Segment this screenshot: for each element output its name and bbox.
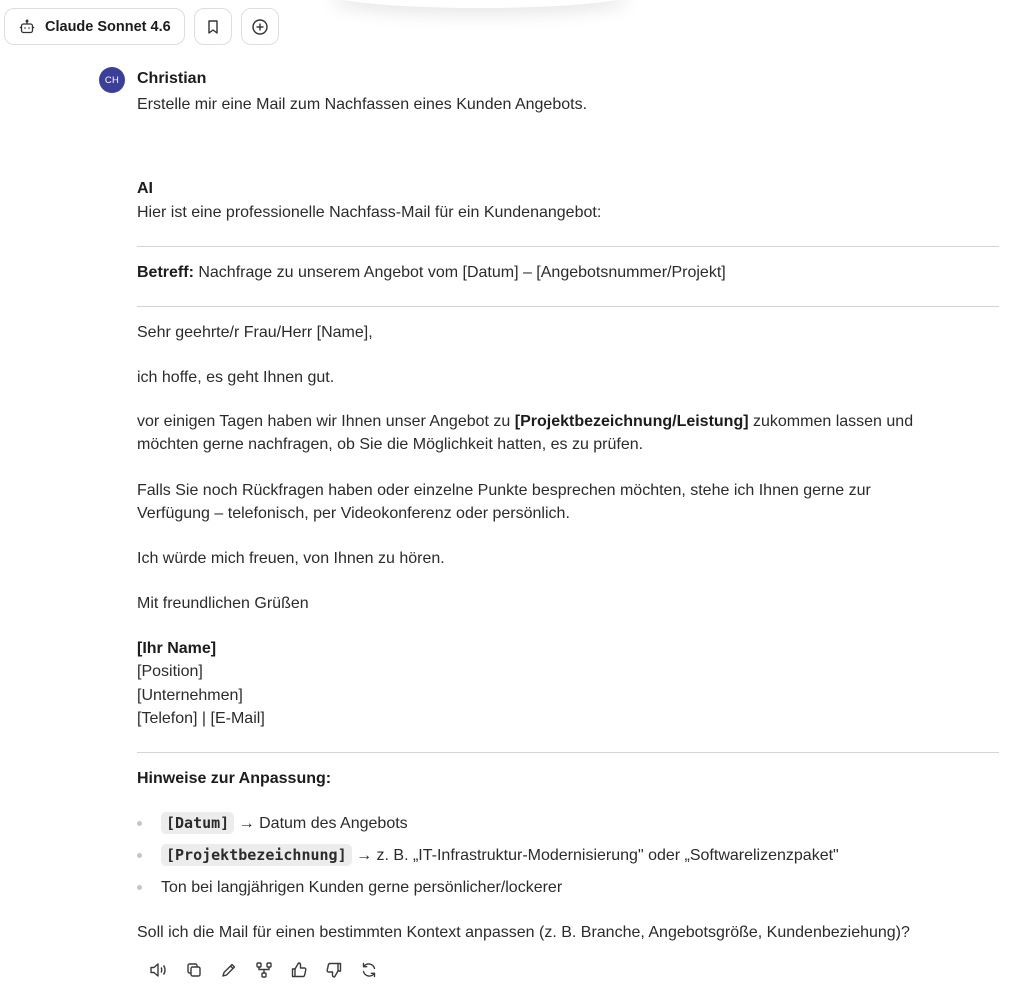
signature-company: [Unternehmen] — [137, 687, 243, 704]
divider — [137, 306, 999, 307]
user-name: Christian — [137, 70, 207, 87]
edit-icon — [220, 961, 238, 979]
subject-label: Betreff: — [137, 264, 194, 281]
bullet — [137, 885, 142, 890]
mail-paragraph-3-line-1: Falls Sie noch Rückfragen haben oder einzelne Punkte besprechen möchten, stehe ich Ihnen gerne zur — [137, 482, 871, 499]
list-item-text: → z. B. „IT-Infrastruktur-Modernisierung" oder „Softwarelizenzpaket" — [356, 847, 839, 864]
bookmark-button[interactable] — [194, 8, 232, 45]
mail-paragraph-3-line-2: Verfügung – telefonisch, per Videokonferenz oder persönlich. — [137, 505, 570, 522]
new-chat-button[interactable] — [241, 8, 279, 45]
divider — [137, 752, 999, 753]
edit-button[interactable] — [211, 958, 246, 982]
list-item: Ton bei langjährigen Kunden gerne persönlicher/lockerer — [161, 879, 563, 896]
mail-paragraph-4: Ich würde mich freuen, von Ihnen zu hören. — [137, 550, 445, 567]
thumbs-down-button[interactable] — [316, 958, 351, 982]
signature-name: [Ihr Name] — [137, 640, 217, 657]
list-item — [161, 812, 408, 835]
list-item — [161, 844, 839, 867]
robot-icon — [19, 19, 35, 35]
read-aloud-button[interactable] — [141, 958, 176, 982]
plus-circle-icon — [251, 18, 269, 36]
thumbs-up-icon — [290, 961, 308, 979]
mail-paragraph-2-line-2: möchten gerne nachfragen, ob Sie die Möglichkeit hatten, es zu prüfen. — [137, 436, 644, 453]
user-message: Erstelle mir eine Mail zum Nachfassen eines Kunden Angebots. — [137, 96, 588, 113]
inline-code: [Projektbezeichnung] — [161, 844, 352, 866]
assistant-followup: Soll ich die Mail für einen bestimmten Kontext anpassen (z. B. Branche, Angebotsgröße, Kundenbeziehung)? — [137, 924, 910, 941]
model-label: Claude Sonnet 4.6 — [45, 18, 171, 35]
top-toolbar — [0, 0, 1024, 54]
mail-paragraph-1: ich hoffe, es geht Ihnen gut. — [137, 369, 335, 386]
avatar: CH — [99, 67, 125, 93]
thumbs-up-button[interactable] — [281, 958, 316, 982]
regenerate-icon — [360, 961, 378, 979]
thumbs-down-icon — [325, 961, 343, 979]
mail-greeting: Sehr geehrte/r Frau/Herr [Name], — [137, 324, 373, 341]
mail-subject — [137, 261, 726, 284]
inline-code: [Datum] — [161, 812, 234, 834]
assistant-intro: Hier ist eine professionelle Nachfass-Mail für ein Kundenangebot: — [137, 204, 602, 221]
p2-text-a: vor einigen Tagen haben wir Ihnen unser Angebot zu — [137, 413, 515, 430]
branch-icon — [255, 961, 273, 979]
signature-position: [Position] — [137, 663, 203, 680]
list-item-text: → Datum des Angebots — [238, 815, 408, 832]
bullet — [137, 821, 142, 826]
bookmark-icon — [205, 19, 221, 35]
subject-text: Nachfrage zu unserem Angebot vom [Datum] – [Angebotsnummer/Projekt] — [198, 264, 726, 281]
copy-icon — [185, 961, 203, 979]
model-selector-button[interactable] — [4, 8, 185, 45]
divider — [137, 246, 999, 247]
branch-button[interactable] — [246, 958, 281, 982]
regenerate-button[interactable] — [351, 958, 386, 982]
assistant-name: AI — [137, 180, 153, 197]
mail-paragraph-2-line-1 — [137, 410, 913, 433]
toolbar-shadow — [330, 0, 630, 8]
mail-closing: Mit freundlichen Grüßen — [137, 595, 309, 612]
bullet — [137, 853, 142, 858]
speaker-icon — [149, 961, 169, 979]
copy-button[interactable] — [176, 958, 211, 982]
hints-title: Hinweise zur Anpassung: — [137, 770, 332, 787]
message-actions — [141, 958, 386, 982]
p2-text-b: zukommen lassen und — [748, 413, 914, 430]
p2-bold: [Projektbezeichnung/Leistung] — [514, 413, 749, 430]
signature-contact: [Telefon] | [E-Mail] — [137, 710, 265, 727]
